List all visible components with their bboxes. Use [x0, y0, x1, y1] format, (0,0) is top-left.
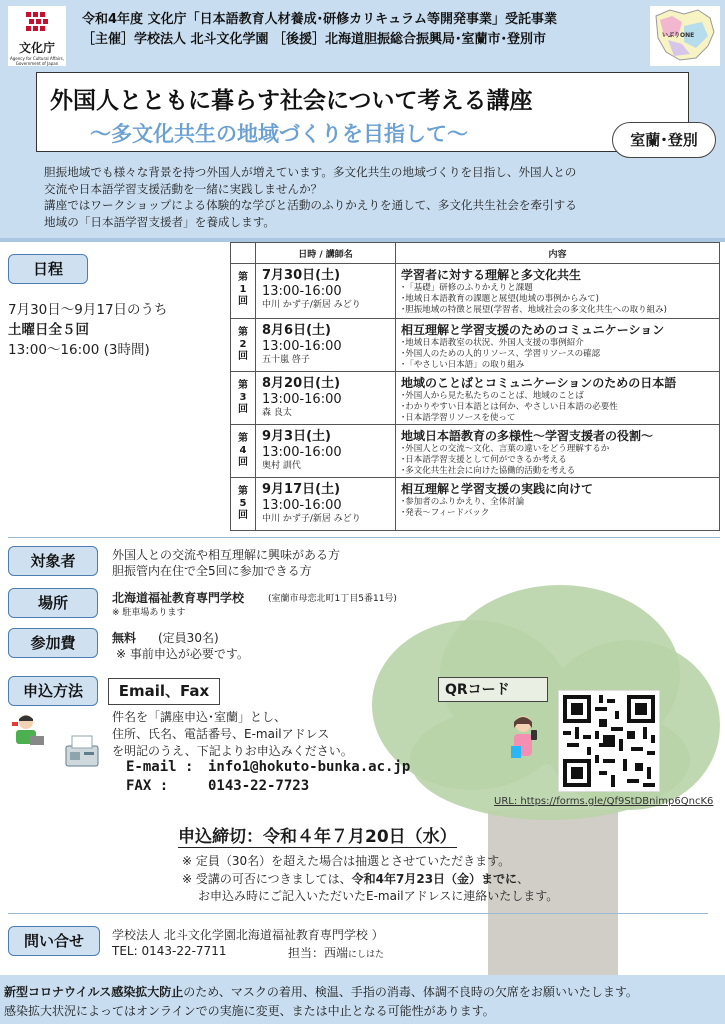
footer-text: のため、マスクの着用、検温、手指の消毒、体調不良時の欠席をお願いいたします。: [183, 985, 638, 999]
apply-line3: を明記のうえ、下記よりお申込みください。: [112, 744, 353, 758]
deadline-note2-part: ※ 受講の可否につきましては、: [182, 872, 352, 886]
header-line2: ［主催］学校法人 北斗文化学園 ［後援］北海道胆振総合振興局･室蘭市･登別市: [82, 32, 547, 47]
session-date: 8月20日(土): [262, 376, 341, 391]
logo-mark-icon: [22, 10, 52, 36]
session-date: 7月30日(土): [262, 268, 341, 283]
bunkacho-logo: [8, 6, 66, 66]
session-lecturer: 中川 かず子/新居 みどり: [262, 514, 361, 524]
person-laptop-icon: [8, 712, 48, 752]
venue-label: 場所: [8, 588, 98, 618]
session-time: 13:00-16:00: [262, 284, 342, 299]
session-title: 相互理解と学習支援のためのコミュニケーション: [401, 323, 665, 337]
deadline-text: 申込締切：令和４年７月20日（水）: [178, 822, 457, 848]
session-bullet: ･日本語学習リソースを使って: [401, 413, 516, 423]
contact-divider: [8, 913, 708, 914]
deadline-note2-part: 、: [517, 872, 530, 886]
logo-name: 文化庁: [18, 41, 55, 55]
email-link[interactable]: info1@hokuto-bunka.ac.jp: [208, 759, 411, 775]
session-bullet: ･外国人との交流〜文化、言葉の違いをどう理解するか: [401, 444, 610, 454]
qr-label: QRコード: [438, 677, 548, 702]
venue-parking: ※ 駐車場あります: [112, 608, 186, 618]
schedule-days: 土曜日全５回: [8, 322, 89, 338]
schedule-table: [230, 242, 720, 531]
place-badge: 室蘭･登別: [612, 122, 716, 158]
session-number: 第 2 回: [231, 319, 256, 372]
session-lecturer: 中川 かず子/新居 みどり: [262, 300, 361, 310]
session-bullet: ･わかりやすい日本語とは何か、やさしい日本語の必要性: [401, 402, 618, 412]
iburi-map: [650, 6, 720, 66]
session-time: 13:00-16:00: [262, 498, 342, 513]
session-bullet: ･外国人から見た私たちのことば、地域のことば: [401, 391, 584, 401]
venue-address: (室蘭市母恋北町1丁目5番11号): [268, 594, 397, 604]
map-label: いぶりONE: [662, 32, 695, 39]
session-bullet: ･外国人のための人的リソース、学習リソースの確認: [401, 349, 601, 359]
intro-line: 交流や日本語学習支援活動を一緒に実践しませんか？: [44, 181, 323, 196]
contact-label: 問い合せ: [8, 926, 100, 956]
intro-line: 地域の「日本語学習支援者」を養成します。: [44, 214, 275, 229]
table-row: [231, 264, 720, 319]
session-lecturer: 森 良太: [262, 408, 292, 418]
intro-line: 胆振地域でも様々な背景を持つ外国人が増えています。多文化共生の地域づくりを目指し、外国人との: [44, 165, 577, 179]
table-header-content: 内容: [396, 243, 720, 264]
session-number: 第 1 回: [231, 264, 256, 319]
session-bullet: ･日本語学習支援として何ができるか考える: [401, 455, 567, 465]
session-date: 9月3日(土): [262, 429, 331, 444]
page-title: 外国人とともに暮らす社会について考える講座: [50, 87, 533, 114]
session-bullet: ･地域日本語教育の課題と展望(地域の事例からみて): [401, 294, 599, 304]
intro-text: [44, 164, 704, 230]
fax-machine-icon: [62, 732, 102, 770]
session-number: 第 4 回: [231, 425, 256, 478]
session-title: 地域のことばとコミュニケーションのための日本語: [401, 376, 677, 390]
header-line1: 令和4年度 文化庁「日本語教育人材養成･研修カリキュラム等開発事業」受託事業: [82, 12, 557, 27]
session-bullet: ･胆振地域の特徴と展望(学習者、地域社会の多文化共生への取り組み): [401, 305, 667, 315]
apply-label: 申込方法: [8, 676, 98, 706]
footer-line1: [4, 983, 638, 1000]
target-line1: 外国人との交流や相互理解に興味がある方: [112, 548, 341, 562]
table-row: [231, 319, 720, 372]
venue-name: 北海道福祉教育専門学校: [112, 591, 245, 605]
table-row: [231, 372, 720, 425]
session-bullet: ･多文化共生社会に向けた協働的活動を考える: [401, 466, 576, 476]
apply-method: Email、Fax: [108, 678, 220, 705]
session-lecturer: 五十嵐 啓子: [262, 355, 310, 365]
session-title: 相互理解と学習支援の実践に向けて: [401, 482, 594, 496]
contact-org: 学校法人 北斗文化学園北海道福祉教育専門学校 ）: [112, 928, 384, 942]
table-row: [231, 425, 720, 478]
contact-person: [288, 944, 384, 961]
fax-number: 0143-22-7723: [208, 778, 310, 794]
deadline-note1: ※ 定員（30名）を超えた場合は抽選とさせていただきます。: [182, 854, 511, 868]
contact-person-kana: にしはた: [348, 950, 385, 960]
session-bullet: ･発表〜フィードバック: [401, 508, 490, 518]
table-header-date: 日時 / 講師名: [256, 243, 396, 264]
deadline-note2-date: 令和4年7月23日（金）までに: [351, 872, 518, 886]
table-row: [231, 478, 720, 531]
session-number: 第 5 回: [231, 478, 256, 531]
session-number: 第 3 回: [231, 372, 256, 425]
session-bullet: ･「やさしい日本語」の取り組み: [401, 360, 525, 370]
qr-code-icon: [559, 691, 659, 791]
contact-person-name: 担当：西端: [288, 946, 349, 960]
intro-line: 講座ではワークショップによる体験的な学びと活動のふりかえりを通して、多文化共生社会を牽引する: [44, 198, 577, 212]
target-label: 対象者: [8, 546, 98, 576]
fee-capacity: (定員30名): [158, 631, 219, 645]
contact-tel: TEL: 0143-22-7711: [112, 944, 227, 958]
footer-bold: 新型コロナウイルス感染拡大防止: [4, 985, 184, 999]
schedule-time: 13:00〜16:00 (3時間): [8, 342, 150, 358]
apply-line1: 件名を「講座申込･室蘭」とし、: [112, 710, 287, 724]
qr-code[interactable]: [558, 690, 660, 792]
session-time: 13:00-16:00: [262, 339, 342, 354]
session-date: 8月6日(土): [262, 323, 331, 338]
session-time: 13:00-16:00: [262, 445, 342, 460]
session-title: 地域日本語教育の多様性〜学習支援者の役割〜: [401, 429, 654, 443]
session-bullet: ･参加者のふりかえり、全体討論: [401, 497, 525, 507]
session-bullet: ･「基礎」研修のふりかえりと課題: [401, 283, 533, 293]
session-title: 学習者に対する理解と多文化共生: [401, 268, 582, 282]
deadline-note3: お申込み時にご記入いただいたE-mailアドレスに連絡いたします。: [198, 889, 559, 903]
deadline-note2: [182, 870, 529, 887]
person-phone-icon: [505, 712, 541, 764]
section-divider: [8, 537, 720, 538]
footer-line2: 感染拡大状況によってはオンラインでの実施に変更、または中止となる可能性があります。: [4, 1004, 495, 1018]
session-bullet: ･地域日本語教室の状況、外国人支援の事例紹介: [401, 338, 584, 348]
form-url-link[interactable]: URL: https://forms.gle/Qf9StDBnimp6QncK6: [494, 796, 714, 807]
fee-label: 参加費: [8, 628, 98, 658]
session-time: 13:00-16:00: [262, 392, 342, 407]
fax-label: FAX :: [126, 778, 169, 794]
apply-line2: 住所、氏名、電話番号、E-mailアドレス: [112, 727, 330, 741]
fee-note: ※ 事前申込が必要です。: [116, 647, 249, 661]
table-header-num: [231, 243, 256, 264]
schedule-period: 7月30日〜9月17日のうち: [8, 302, 168, 318]
page-subtitle: 〜多文化共生の地域づくりを目指して〜: [90, 121, 468, 146]
session-lecturer: 奥村 訓代: [262, 461, 301, 471]
email-label: E-mail :: [126, 759, 194, 775]
fee-value: 無料: [112, 631, 137, 645]
target-line2: 胆振管内在住で全5回に参加できる方: [112, 564, 312, 578]
schedule-label: 日程: [8, 254, 88, 284]
session-date: 9月17日(土): [262, 482, 341, 497]
logo-english: Agency for Cultural Affairs, Government of Japan: [10, 56, 64, 66]
